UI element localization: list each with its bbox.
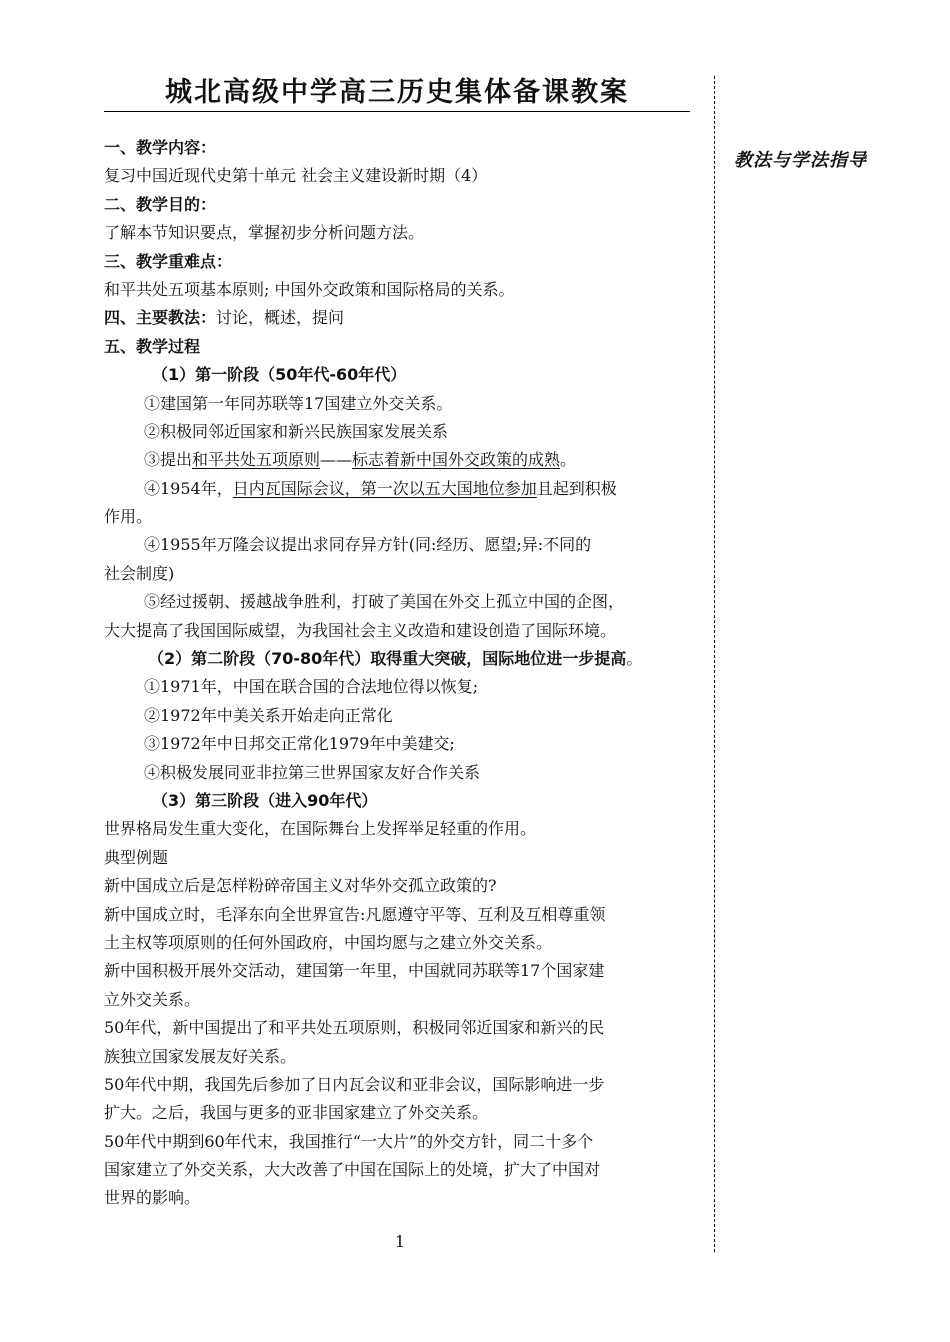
- example-answer-line: 50年代中期到60年代末，我国推行“一大片”的外交方针，同二十多个: [104, 1131, 594, 1151]
- item-text: 。: [560, 450, 577, 470]
- stage1-item: ①建国第一年同苏联等17国建立外交关系。: [144, 393, 453, 413]
- example-answer-line: 50年代中期，我国先后参加了日内瓦会议和亚非会议，国际影响进一步: [104, 1074, 605, 1094]
- stage1-item: ⑤经过援朝、援越战争胜利，打破了美国在外交上孤立中国的企图，: [144, 592, 625, 612]
- stage2-item: ②1972年中美关系开始走向正常化: [144, 705, 393, 725]
- underlined-text: 日内瓦国际会议，第一次以五大国地位参加: [232, 478, 537, 498]
- item-text: ——: [320, 450, 353, 470]
- example-answer-line: 扩大。之后，我国与更多的亚非国家建立了外交关系。: [104, 1103, 489, 1123]
- title-underline: [104, 111, 690, 112]
- stage2-item: ④积极发展同亚非拉第三世界国家友好合作关系: [144, 762, 481, 782]
- item-text: 且起到积极: [536, 478, 617, 498]
- stage1-item: [104, 475, 694, 503]
- underlined-text: 标志着新中国外交政策的成熟: [352, 450, 561, 470]
- lesson-plan-body: [104, 134, 694, 1213]
- stage1-item: [104, 446, 694, 474]
- margin-divider: [714, 76, 715, 1252]
- section-heading-content: 一、教学内容：: [104, 138, 217, 157]
- section-heading-method: 四、主要教法：: [104, 308, 217, 328]
- stage1-item-continued: 大大提高了我国国际威望，为我国社会主义改造和建设创造了国际环境。: [104, 620, 617, 640]
- stage2-heading-end: 。: [626, 649, 643, 669]
- stage1-item-continued: 社会制度): [104, 563, 175, 583]
- example-answer-line: 土主权等项原则的任何外国政府，中国均愿与之建立外交关系。: [104, 932, 553, 952]
- stage2-item: ③1972年中日邦交正常化1979年中美建交;: [144, 734, 455, 754]
- example-answer-line: 国家建立了外交关系，大大改善了中国在国际上的处境，扩大了中国对: [104, 1160, 601, 1180]
- stage1-item-continued: 作用。: [104, 507, 153, 527]
- stage2-item: ①1971年，中国在联合国的合法地位得以恢复;: [144, 677, 479, 697]
- example-label: 典型例题: [104, 847, 169, 867]
- section-text-goal: 了解本节知识要点，掌握初步分析问题方法。: [104, 223, 425, 243]
- item-text: ④1954年，: [144, 478, 233, 498]
- section-text-method: 讨论，概述，提问: [216, 308, 345, 328]
- stage2-heading: （2）第二阶段（70-80年代）取得重大突破，国际地位进一步提高: [148, 649, 627, 669]
- example-answer-line: 世界的影响。: [104, 1188, 201, 1208]
- stage3-text: 世界格局发生重大变化，在国际舞台上发挥举足轻重的作用。: [104, 819, 537, 839]
- example-answer-line: 族独立国家发展友好关系。: [104, 1046, 297, 1066]
- example-answer-line: 50年代，新中国提出了和平共处五项原则，积极同邻近国家和新兴的民: [104, 1018, 605, 1038]
- section-method-line: [104, 304, 694, 332]
- stage1-item: ②积极同邻近国家和新兴民族国家发展关系: [144, 421, 449, 441]
- document-title: 城北高级中学高三历史集体备课教案: [165, 77, 629, 108]
- stage3-heading: （3）第三阶段（进入90年代）: [152, 790, 378, 810]
- example-answer-line: 新中国积极开展外交活动，建国第一年里，中国就同苏联等17个国家建: [104, 961, 605, 981]
- section-text-key: 和平共处五项基本原则; 中国外交政策和国际格局的关系。: [104, 279, 515, 299]
- example-answer-line: 立外交关系。: [104, 989, 201, 1009]
- stage1-item: ④1955年万隆会议提出求同存异方针(同:经历、愿望;异:不同的: [144, 535, 592, 555]
- item-text: ③提出: [144, 450, 193, 470]
- example-question: 新中国成立后是怎样粉碎帝国主义对华外交孤立政策的?: [104, 876, 497, 896]
- section-text-content: 复习中国近现代史第十单元 社会主义建设新时期（4）: [104, 166, 488, 186]
- section-heading-goal: 二、教学目的：: [104, 194, 217, 214]
- underlined-text: 和平共处五项原则: [192, 450, 321, 470]
- example-answer-line: 新中国成立时，毛泽东向全世界宣告:凡愿遵守平等、互利及互相尊重领: [104, 904, 606, 924]
- side-column-heading: 教法与学法指导: [734, 150, 867, 171]
- stage1-heading: （1）第一阶段（50年代-60年代）: [152, 365, 407, 385]
- section-heading-key: 三、教学重难点：: [104, 251, 233, 271]
- section-heading-process: 五、教学过程: [104, 336, 201, 356]
- page-number: 1: [394, 1232, 406, 1251]
- stage2-heading-line: [104, 645, 694, 673]
